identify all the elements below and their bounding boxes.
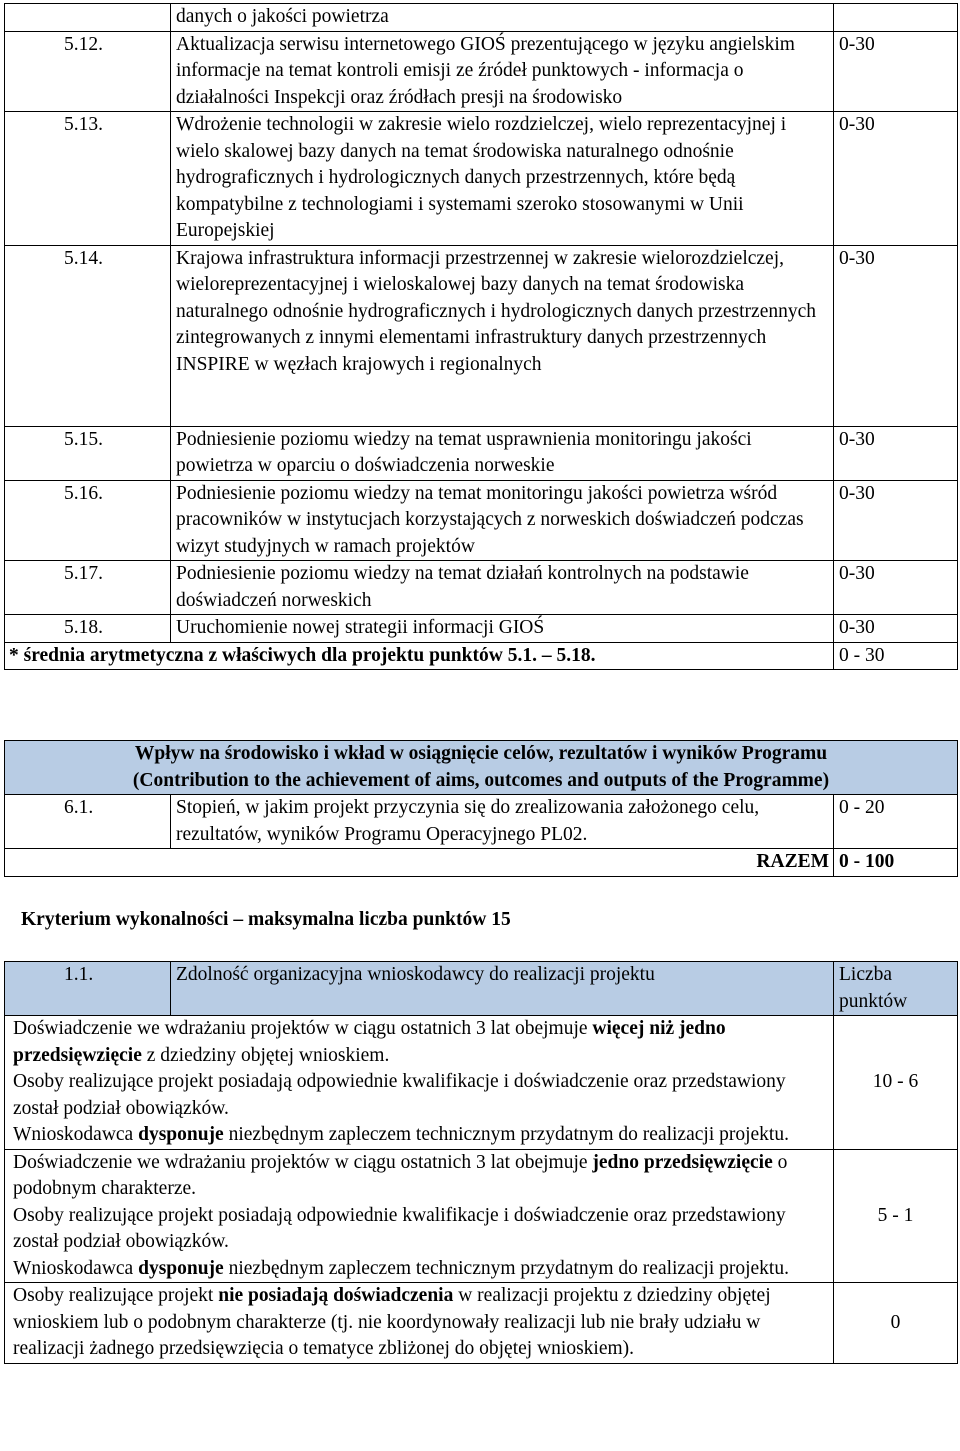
table-row xyxy=(5,112,958,246)
average-label: * średnia arytmetyczna z właściwych dla projektu punktów 5.1. – 5.18. xyxy=(5,642,834,670)
row-description: Podniesienie poziomu wiedzy na temat działań kontrolnych na podstawie doświadczeń norweskich xyxy=(171,561,834,615)
feasibility-header-row xyxy=(5,962,958,1016)
block-points: 5 - 1 xyxy=(834,1149,958,1283)
header-number: 1.1. xyxy=(5,962,171,1016)
row-number: 6.1. xyxy=(5,795,171,849)
row-points: 0-30 xyxy=(834,112,958,246)
block-paragraph: Wnioskodawca dysponuje niezbędnym zapleczem technicznym przydatnym do realizacji projektu. xyxy=(13,1124,789,1145)
block-points: 10 - 6 xyxy=(834,1016,958,1150)
section-heading: Kryterium wykonalności – maksymalna liczba punktów 15 xyxy=(21,909,511,930)
row-description: Podniesienie poziomu wiedzy na temat usprawnienia monitoringu jakości powietrza w oparciu o doświadczenia norweskie xyxy=(171,426,834,480)
total-row xyxy=(5,849,958,877)
table-row xyxy=(5,1016,958,1150)
row-number: 5.13. xyxy=(5,112,171,246)
row-number: 5.14. xyxy=(5,245,171,426)
header-points: Liczba punktów xyxy=(834,962,958,1016)
row-number: 5.17. xyxy=(5,561,171,615)
impact-header-line1: Wpływ na środowisko i wkład w osiągnięcie celów, rezultatów i wyników Programu xyxy=(134,743,828,764)
row-points: 0-30 xyxy=(834,426,958,480)
impact-table xyxy=(4,740,958,877)
row-number: 5.16. xyxy=(5,480,171,561)
table-row xyxy=(5,615,958,643)
row-number: 5.15. xyxy=(5,426,171,480)
row-description: Uruchomienie nowej strategii informacji GIOŚ xyxy=(171,615,834,643)
criteria-table-5 xyxy=(4,3,958,670)
row-points: 0-30 xyxy=(834,31,958,112)
row-description: Stopień, w jakim projekt przyczynia się do zrealizowania założonego celu, rezultatów, wyników Programu Operacyjnego PL02. xyxy=(171,795,834,849)
row-number: 5.18. xyxy=(5,615,171,643)
block-paragraph: Osoby realizujące projekt nie posiadają doświadczenia w realizacji projektu z dziedziny objętej wnioskiem lub o podobnym charakterze (tj. nie koordynowały realizacji lub nie brały udziału w realizacji żadnego przedsięwzięcia o tematyce zbliżonej do objętej wnioskiem). xyxy=(13,1285,771,1359)
row-description: Wdrożenie technologii w zakresie wielo rozdzielczej, wielo reprezentacyjnej i wielo skalowej bazy danych na temat środowiska naturalnego odnośnie hydrograficznych i hydrologicznych danych przestrzennych, które będą kompatybilne z technologiami i systemami szeroko stosowanymi w Unii Europejskiej xyxy=(171,112,834,246)
table-row xyxy=(5,1149,958,1283)
average-points: 0 - 30 xyxy=(834,642,958,670)
average-row xyxy=(5,642,958,670)
impact-header xyxy=(5,741,958,795)
impact-header-line2: (Contribution to the achievement of aims, outcomes and outputs of the Programme) xyxy=(132,769,830,791)
block-paragraph: Osoby realizujące projekt posiadają odpowiednie kwalifikacje i doświadczenie oraz przedstawiony został podział obowiązków. xyxy=(13,1071,786,1119)
row-points: 0-30 xyxy=(834,615,958,643)
cell-text: danych o jakości powietrza xyxy=(171,4,834,32)
criteria-block-3 xyxy=(5,1283,834,1364)
table-row xyxy=(5,1283,958,1364)
table-row xyxy=(5,561,958,615)
block-paragraph: Wnioskodawca dysponuje niezbędnym zapleczem technicznym przydatnym do realizacji projektu. xyxy=(13,1257,789,1279)
table-row xyxy=(5,4,958,32)
table-row xyxy=(5,795,958,849)
table-row xyxy=(5,245,958,426)
block-paragraph: Doświadczenie we wdrażaniu projektów w ciągu ostatnich 3 lat obejmuje jedno przedsięwzięcie o podobnym charakterze. xyxy=(13,1151,788,1199)
impact-header-row xyxy=(5,741,958,795)
row-points: 0-30 xyxy=(834,561,958,615)
row-description: Aktualizacja serwisu internetowego GIOŚ prezentującego w języku angielskim informacje na temat kontroli emisji ze źródeł punktowych - informacja o działalności Inspekcji oraz źródłach presji na środowisko xyxy=(171,31,834,112)
criteria-block-1 xyxy=(5,1016,834,1150)
total-points: 0 - 100 xyxy=(834,849,958,877)
total-label: RAZEM xyxy=(5,849,834,877)
table-row xyxy=(5,480,958,561)
header-description: Zdolność organizacyjna wnioskodawcy do realizacji projektu xyxy=(171,962,834,1016)
block-paragraph: Osoby realizujące projekt posiadają odpowiednie kwalifikacje i doświadczenie oraz przedstawiony został podział obowiązków. xyxy=(13,1204,786,1252)
row-description: Podniesienie poziomu wiedzy na temat monitoringu jakości powietrza wśród pracowników w instytucjach korzystających z norweskich doświadczeń podczas wizyt studyjnych w ramach projektów xyxy=(171,480,834,561)
row-number: 5.12. xyxy=(5,31,171,112)
row-description: Krajowa infrastruktura informacji przestrzennej w zakresie wielorozdzielczej, wieloreprezentacyjnej i wieloskalowej bazy danych na temat środowiska naturalnego odnośnie hydrograficznych i hydrologicznych danych przestrzennych zintegrowanych z innymi elementami infrastruktury danych przestrzennych INSPIRE w węzłach krajowych i regionalnych xyxy=(171,245,834,426)
row-points: 0-30 xyxy=(834,245,958,426)
row-points: 0-30 xyxy=(834,480,958,561)
criteria-block-2 xyxy=(5,1149,834,1283)
table-row xyxy=(5,426,958,480)
block-paragraph: Doświadczenie we wdrażaniu projektów w ciągu ostatnich 3 lat obejmuje więcej niż jedno przedsięwzięcie z dziedziny objętej wnioskiem. xyxy=(13,1018,726,1066)
table-row xyxy=(5,31,958,112)
feasibility-table xyxy=(4,961,958,1364)
row-points: 0 - 20 xyxy=(834,795,958,849)
block-points: 0 xyxy=(834,1283,958,1364)
